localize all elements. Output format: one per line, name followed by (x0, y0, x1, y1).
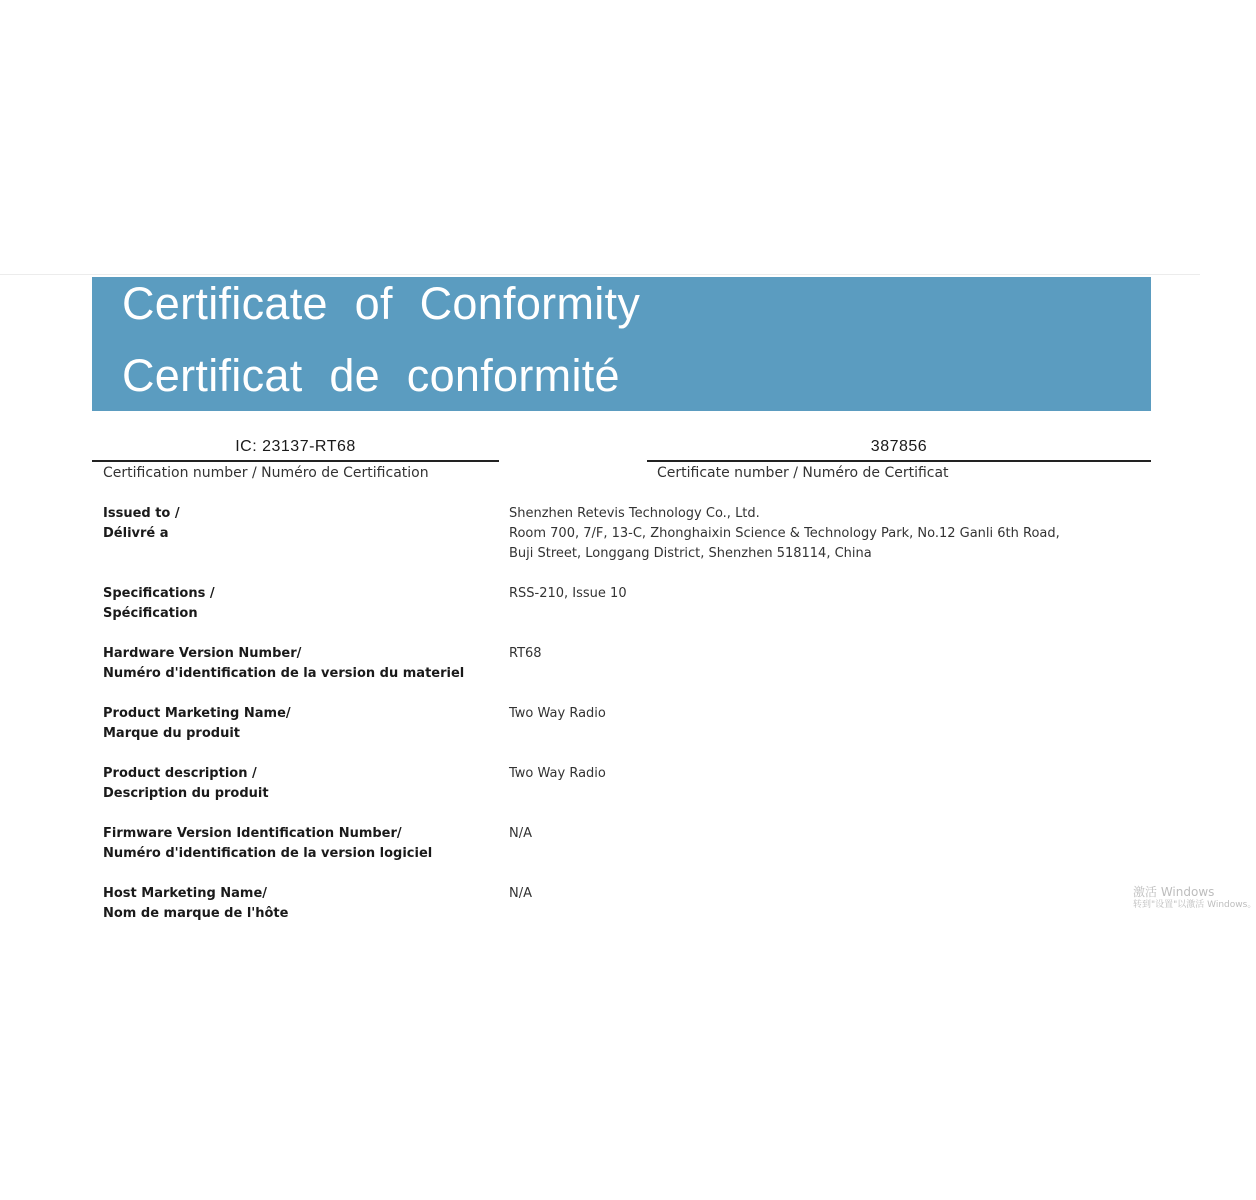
field-label-en: Issued to / (103, 506, 180, 521)
certificate-number-underline (647, 460, 1151, 462)
field-value-line: Shenzhen Retevis Technology Co., Ltd. (509, 506, 760, 521)
certificate-banner (92, 277, 1151, 411)
field-label-en: Specifications / (103, 586, 215, 601)
field-label-en: Product Marketing Name/ (103, 706, 291, 721)
field-value-line: N/A (509, 826, 532, 841)
field-value-line: Two Way Radio (509, 706, 606, 721)
field-value-firmware-version (509, 824, 532, 844)
certificate-number-caption: Certificate number / Numéro de Certificat (657, 465, 949, 481)
field-label-en: Hardware Version Number/ (103, 646, 302, 661)
field-label-fr: Nom de marque de l'hôte (103, 906, 289, 921)
field-label-product-description (103, 764, 269, 804)
field-value-specifications (509, 584, 627, 604)
field-label-fr: Spécification (103, 606, 198, 621)
watermark-line-2: 转到"设置"以激活 Windows。 (1133, 900, 1256, 910)
certification-number-value: IC: 23137-RT68 (235, 438, 356, 455)
field-value-hardware-version (509, 644, 542, 664)
field-label-specifications (103, 584, 215, 624)
field-label-fr: Marque du produit (103, 726, 240, 741)
field-label-product-marketing-name (103, 704, 291, 744)
watermark-line-1: 激活 Windows (1133, 885, 1215, 899)
field-value-line: Room 700, 7/F, 13-C, Zhonghaixin Science & Technology Park, No.12 Ganli 6th Road, (509, 526, 1060, 541)
certification-number-underline (92, 460, 499, 462)
top-divider (0, 274, 1200, 275)
field-label-host-marketing-name (103, 884, 288, 924)
field-label-en: Firmware Version Identification Number/ (103, 826, 402, 841)
banner-title-english: Certificate of Conformity (122, 278, 641, 329)
activation-watermark (1133, 885, 1256, 911)
field-label-en: Product description / (103, 766, 257, 781)
field-label-issued-to (103, 504, 180, 544)
field-label-fr: Numéro d'identification de la version logiciel (103, 846, 433, 861)
field-label-hardware-version (103, 644, 464, 684)
field-value-product-description (509, 764, 606, 784)
field-value-line: N/A (509, 886, 532, 901)
field-value-line: Buji Street, Longgang District, Shenzhen 518114, China (509, 546, 872, 561)
field-value-line: RSS-210, Issue 10 (509, 586, 627, 601)
certificate-number-value: 387856 (870, 438, 928, 455)
certification-number-caption: Certification number / Numéro de Certification (103, 465, 429, 481)
field-value-host-marketing-name (509, 884, 532, 904)
banner-title-french: Certificat de conformité (122, 350, 620, 401)
field-value-line: RT68 (509, 646, 542, 661)
field-label-fr: Numéro d'identification de la version du materiel (103, 666, 465, 681)
field-label-fr: Délivré a (103, 526, 169, 541)
field-value-issued-to (509, 504, 1060, 564)
field-value-line: Two Way Radio (509, 766, 606, 781)
field-label-fr: Description du produit (103, 786, 269, 801)
field-label-firmware-version (103, 824, 432, 864)
field-value-product-marketing-name (509, 704, 606, 724)
field-label-en: Host Marketing Name/ (103, 886, 268, 901)
